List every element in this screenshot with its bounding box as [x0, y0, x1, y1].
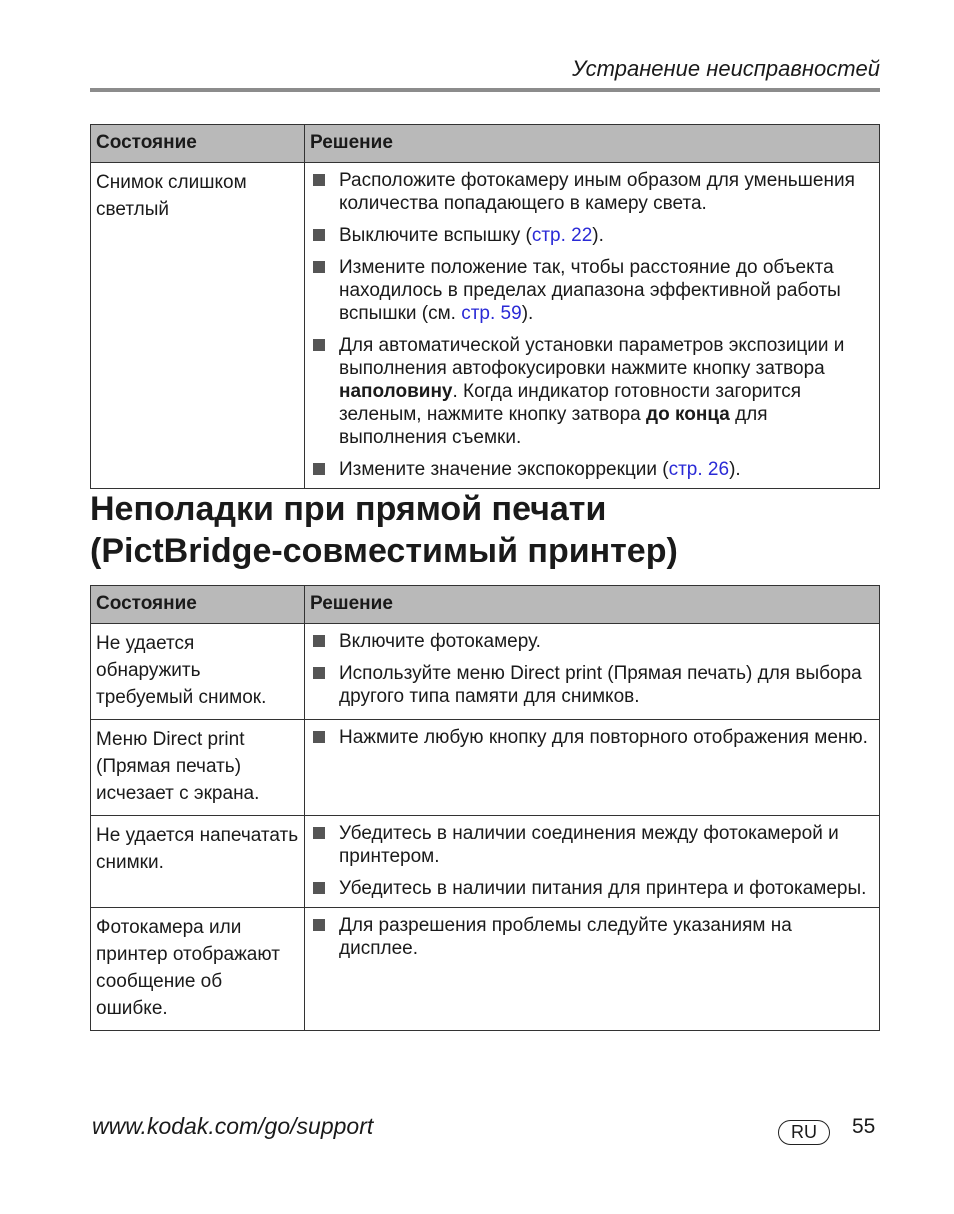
- page-link[interactable]: стр. 59: [461, 303, 522, 324]
- bullet-item: Используйте меню Direct print (Прямая печать) для выбора другого типа памяти для снимков.: [311, 662, 871, 708]
- troubleshooting-table-1: [90, 124, 880, 489]
- solution-cell: [305, 908, 880, 1031]
- square-bullet-icon: [313, 882, 325, 894]
- state-cell: Снимок слишком светлый: [91, 163, 305, 489]
- page-link[interactable]: стр. 22: [531, 225, 593, 246]
- bullet-item: Включите фотокамеру.: [311, 630, 871, 653]
- bullet-item: Нажмите любую кнопку для повторного отображения меню.: [311, 726, 871, 749]
- solution-cell: [305, 624, 880, 720]
- bullet-item: Измените значение экспокоррекции (стр. 26).: [311, 458, 871, 481]
- square-bullet-icon: [313, 667, 325, 679]
- bullet-item: Расположите фотокамеру иным образом для уменьшения количества попадающего в камеру света.: [311, 169, 871, 215]
- square-bullet-icon: [313, 827, 325, 839]
- bullet-item: Убедитесь в наличии питания для принтера и фотокамеры.: [311, 877, 871, 900]
- state-cell: Фотокамера или принтер отображают сообщение об ошибке.: [91, 908, 305, 1031]
- square-bullet-icon: [313, 229, 325, 241]
- table-row: [91, 720, 880, 816]
- square-bullet-icon: [313, 731, 325, 743]
- troubleshooting-table-2: [90, 585, 880, 1031]
- bold-emphasis: до конца: [646, 404, 730, 425]
- solution-cell: [305, 816, 880, 908]
- bullet-item: Измените положение так, чтобы расстояние до объекта находилось в пределах диапазона эффективной работы вспышки (см. стр. 59).: [311, 256, 871, 325]
- language-badge: RU: [778, 1120, 830, 1145]
- column-header-state: Состояние: [91, 125, 305, 163]
- page-link[interactable]: стр. 26: [668, 459, 730, 480]
- bullet-item: Убедитесь в наличии соединения между фотокамерой и принтером.: [311, 822, 871, 868]
- square-bullet-icon: [313, 339, 325, 351]
- square-bullet-icon: [313, 261, 325, 273]
- page-number: 55: [852, 1115, 876, 1138]
- column-header-solution: Решение: [305, 125, 880, 163]
- running-header: Устранение неисправностей: [572, 56, 880, 81]
- table-row: [91, 908, 880, 1031]
- state-cell: Не удается напечатать снимки.: [91, 816, 305, 908]
- bold-emphasis: наполовину: [339, 381, 453, 402]
- table-row: [91, 624, 880, 720]
- header-rule: [90, 88, 880, 92]
- section-title: Неполадки при прямой печати (PictBridge-совместимый принтер): [90, 490, 678, 570]
- bullet-item: Для автоматической установки параметров экспозиции и выполнения автофокусировки нажмите кнопку затвора наполовину. Когда индикатор готовности загорится зеленым, нажмите кнопку затвора до конца для выполнения съемки.: [311, 334, 871, 449]
- bullet-item: Выключите вспышку (стр. 22).: [311, 224, 871, 247]
- square-bullet-icon: [313, 635, 325, 647]
- column-header-solution: Решение: [305, 586, 880, 624]
- square-bullet-icon: [313, 463, 325, 475]
- table-row: [91, 163, 880, 489]
- square-bullet-icon: [313, 174, 325, 186]
- table-row: [91, 816, 880, 908]
- state-cell: Меню Direct print (Прямая печать) исчезает с экрана.: [91, 720, 305, 816]
- solution-cell: [305, 720, 880, 816]
- column-header-state: Состояние: [91, 586, 305, 624]
- square-bullet-icon: [313, 919, 325, 931]
- solution-cell: [305, 163, 880, 489]
- state-cell: Не удается обнаружить требуемый снимок.: [91, 624, 305, 720]
- footer-support-url[interactable]: www.kodak.com/go/support: [92, 1113, 374, 1139]
- bullet-item: Для разрешения проблемы следуйте указаниям на дисплее.: [311, 914, 871, 960]
